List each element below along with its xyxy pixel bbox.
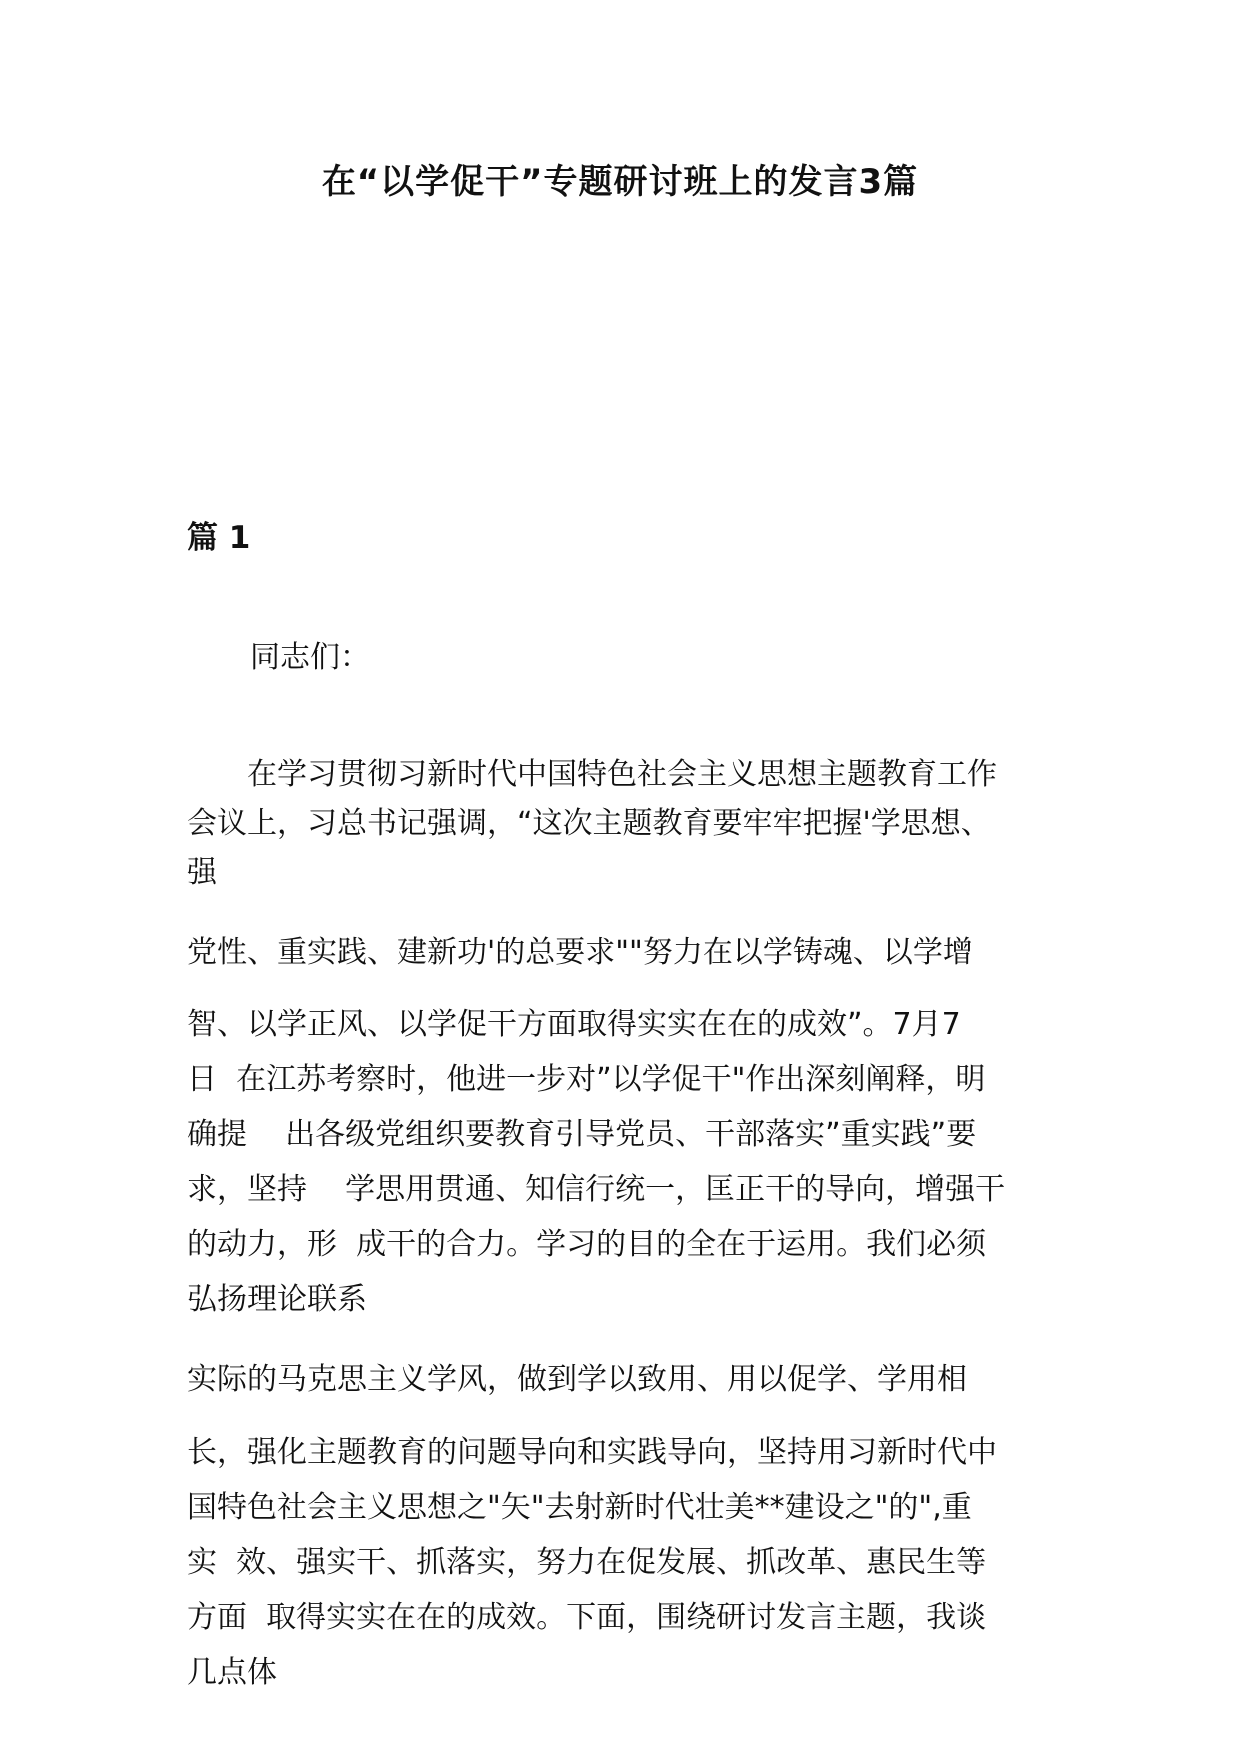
body-line: 实 效、强实干、抓落实，努力在促发展、抓改革、惠民生等 — [187, 1545, 987, 1580]
body-line: 弘扬理论联系 — [187, 1282, 367, 1317]
body-line: 日 在江苏考察时，他进一步对”以学促干"作出深刻阐释，明 — [187, 1062, 986, 1097]
body-line: 国特色社会主义思想之"矢"去射新时代壮美**建设之"的",重 — [187, 1490, 972, 1525]
body-line: 方面 取得实实在在的成效。下面，围绕研讨发言主题，我谈 — [187, 1600, 987, 1635]
section-heading: 篇 1 — [187, 520, 251, 556]
body-line: 会议上，习总书记强调，“这次主题教育要牢牢把握'学思想、 — [187, 806, 991, 841]
document-title: 在“以学促干”专题研讨班上的发言3篇 — [321, 162, 919, 202]
body-line: 在学习贯彻习新时代中国特色社会主义思想主题教育工作 — [187, 757, 997, 792]
body-line: 求，坚持 学思用贯通、知信行统一，匡正干的导向，增强干 — [187, 1172, 1006, 1207]
body-line: 党性、重实践、建新功'的总要求""努力在以学铸魂、以学增 — [187, 935, 973, 970]
body-line: 实际的马克思主义学风，做到学以致用、用以促学、学用相 — [187, 1362, 967, 1397]
body-line: 智、以学正风、以学促干方面取得实实在在的成效”。7月7 — [187, 1007, 961, 1042]
body-line: 强 — [187, 855, 217, 890]
body-line: 确提 出各级党组织要教育引导党员、干部落实”重实践”要 — [187, 1117, 977, 1152]
body-line: 的动力，形 成干的合力。学习的目的全在于运用。我们必须 — [187, 1227, 987, 1262]
body-line: 长，强化主题教育的问题导向和实践导向，坚持用习新时代中 — [187, 1435, 997, 1470]
body-line: 几点体 — [187, 1655, 277, 1690]
salutation: 同志们： — [250, 640, 370, 675]
